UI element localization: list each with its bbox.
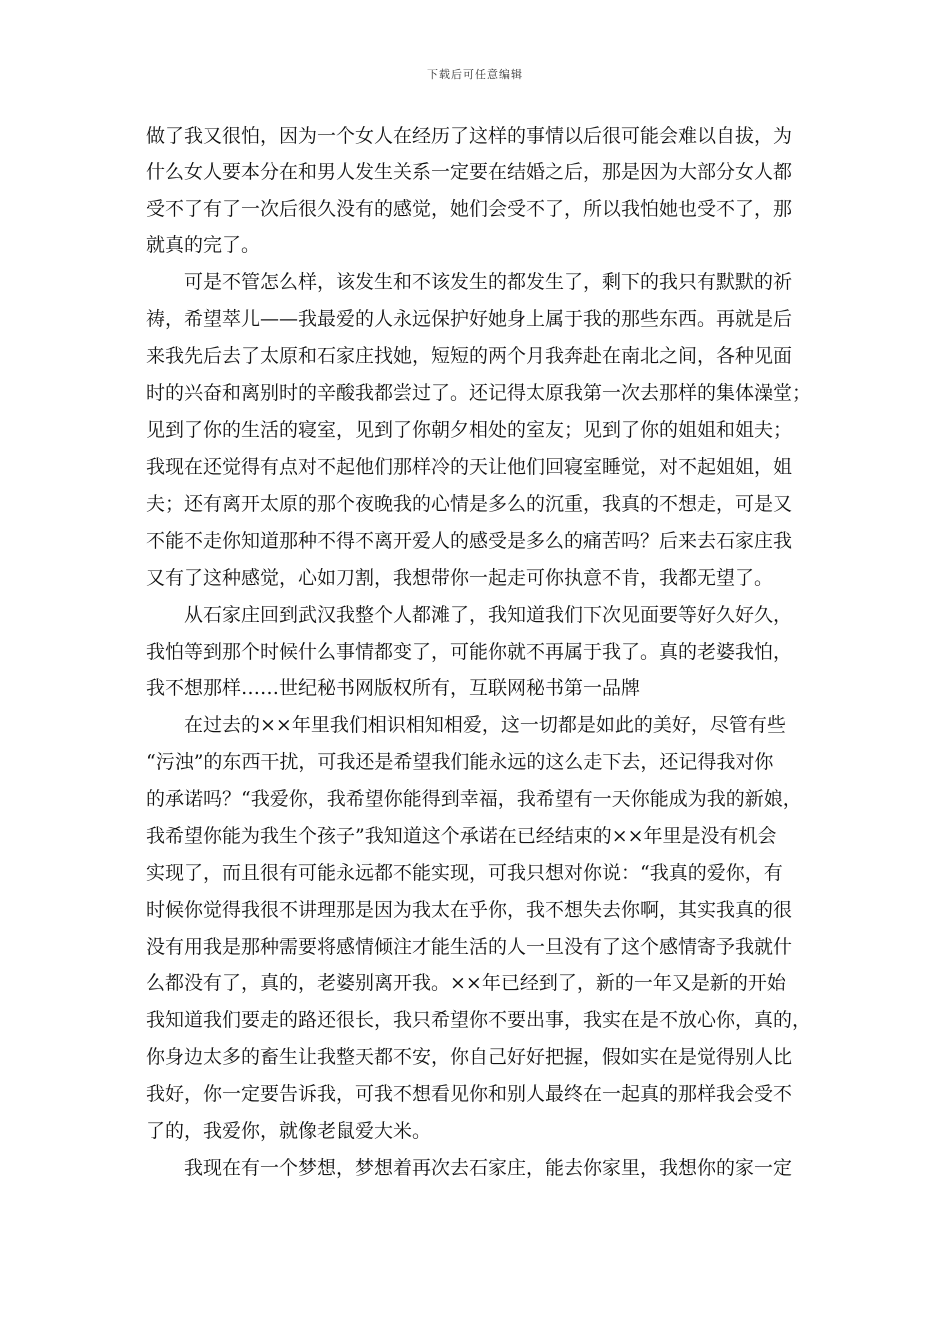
text-line: 没有用我是那种需要将感情倾注才能生活的人一旦没有了这个感情寄予我就什 xyxy=(146,936,793,958)
text-line: 我知道我们要走的路还很长，我只希望你不要出事，我实在是不放心你，真的， xyxy=(146,1009,812,1031)
text-line: 的承诺吗？“我爱你，我希望你能得到幸福，我希望有一天你能成为我的新娘， xyxy=(146,788,802,810)
text-line: 祷，希望萃儿——我最爱的人永远保护好她身上属于我的那些东西。再就是后 xyxy=(146,308,793,330)
text-line: 实现了，而且很有可能永远都不能实现，可我只想对你说：“我真的爱你，有 xyxy=(146,862,783,884)
text-line: 在过去的××年里我们相识相知相爱，这一切都是如此的美好，尽管有些 xyxy=(184,714,786,736)
text-line: 什么女人要本分在和男人发生关系一定要在结婚之后，那是因为大部分女人都 xyxy=(146,161,793,183)
text-line: 你身边太多的畜生让我整天都不安，你自己好好把握，假如实在是觉得别人比 xyxy=(146,1046,793,1068)
text-line: 时候你觉得我很不讲理那是因为我太在乎你，我不想失去你啊，其实我真的很 xyxy=(146,899,793,921)
text-line: 我现在还觉得有点对不起他们那样冷的天让他们回寝室睡觉，对不起姐姐，姐 xyxy=(146,456,793,478)
text-line: 不能不走你知道那种不得不离开爱人的感受是多么的痛苦吗？后来去石家庄我 xyxy=(146,530,793,552)
text-line: 就真的完了。 xyxy=(146,234,261,256)
text-line: 我现在有一个梦想，梦想着再次去石家庄，能去你家里，我想你的家一定 xyxy=(184,1157,793,1179)
text-line: 我好，你一定要告诉我，可我不想看见你和别人最终在一起真的那样我会受不 xyxy=(146,1083,793,1105)
text-line: 我希望你能为我生个孩子”我知道这个承诺在已经结束的××年里是没有机会 xyxy=(146,825,777,847)
text-line: 时的兴奋和离别时的辛酸我都尝过了。还记得太原我第一次去那样的集体澡堂； xyxy=(146,382,812,404)
text-line: 受不了有了一次后很久没有的感觉，她们会受不了，所以我怕她也受不了，那 xyxy=(146,198,793,220)
text-line: 从石家庄回到武汉我整个人都滩了，我知道我们下次见面要等好久好久， xyxy=(184,604,793,626)
text-line: 我怕等到那个时候什么事情都变了，可能你就不再属于我了。真的老婆我怕， xyxy=(146,641,793,663)
text-line: 见到了你的生活的寝室，见到了你朝夕相处的室友；见到了你的姐姐和姐夫； xyxy=(146,419,793,441)
text-line: 夫；还有离开太原的那个夜晚我的心情是多么的沉重，我真的不想走，可是又 xyxy=(146,493,793,515)
text-line: “污浊”的东西干扰，可我还是希望我们能永远的这么走下去，还记得我对你 xyxy=(146,751,774,773)
text-line: 么都没有了，真的，老婆别离开我。××年已经到了，新的一年又是新的开始 xyxy=(146,972,786,994)
text-line: 可是不管怎么样，该发生和不该发生的都发生了，剩下的我只有默默的祈 xyxy=(184,271,793,293)
text-line: 了的，我爱你，就像老鼠爱大米。 xyxy=(146,1120,432,1142)
page-header: 下载后可任意编辑 xyxy=(427,68,523,81)
text-line: 做了我又很怕，因为一个女人在经历了这样的事情以后很可能会难以自拔，为 xyxy=(146,125,793,147)
text-line: 来我先后去了太原和石家庄找她，短短的两个月我奔赴在南北之间，各种见面 xyxy=(146,345,793,367)
text-line: 又有了这种感觉，心如刀割，我想带你一起走可你执意不肯，我都无望了。 xyxy=(146,567,774,589)
text-line: 我不想那样……世纪秘书网版权所有，互联网秘书第一品牌 xyxy=(146,677,641,699)
